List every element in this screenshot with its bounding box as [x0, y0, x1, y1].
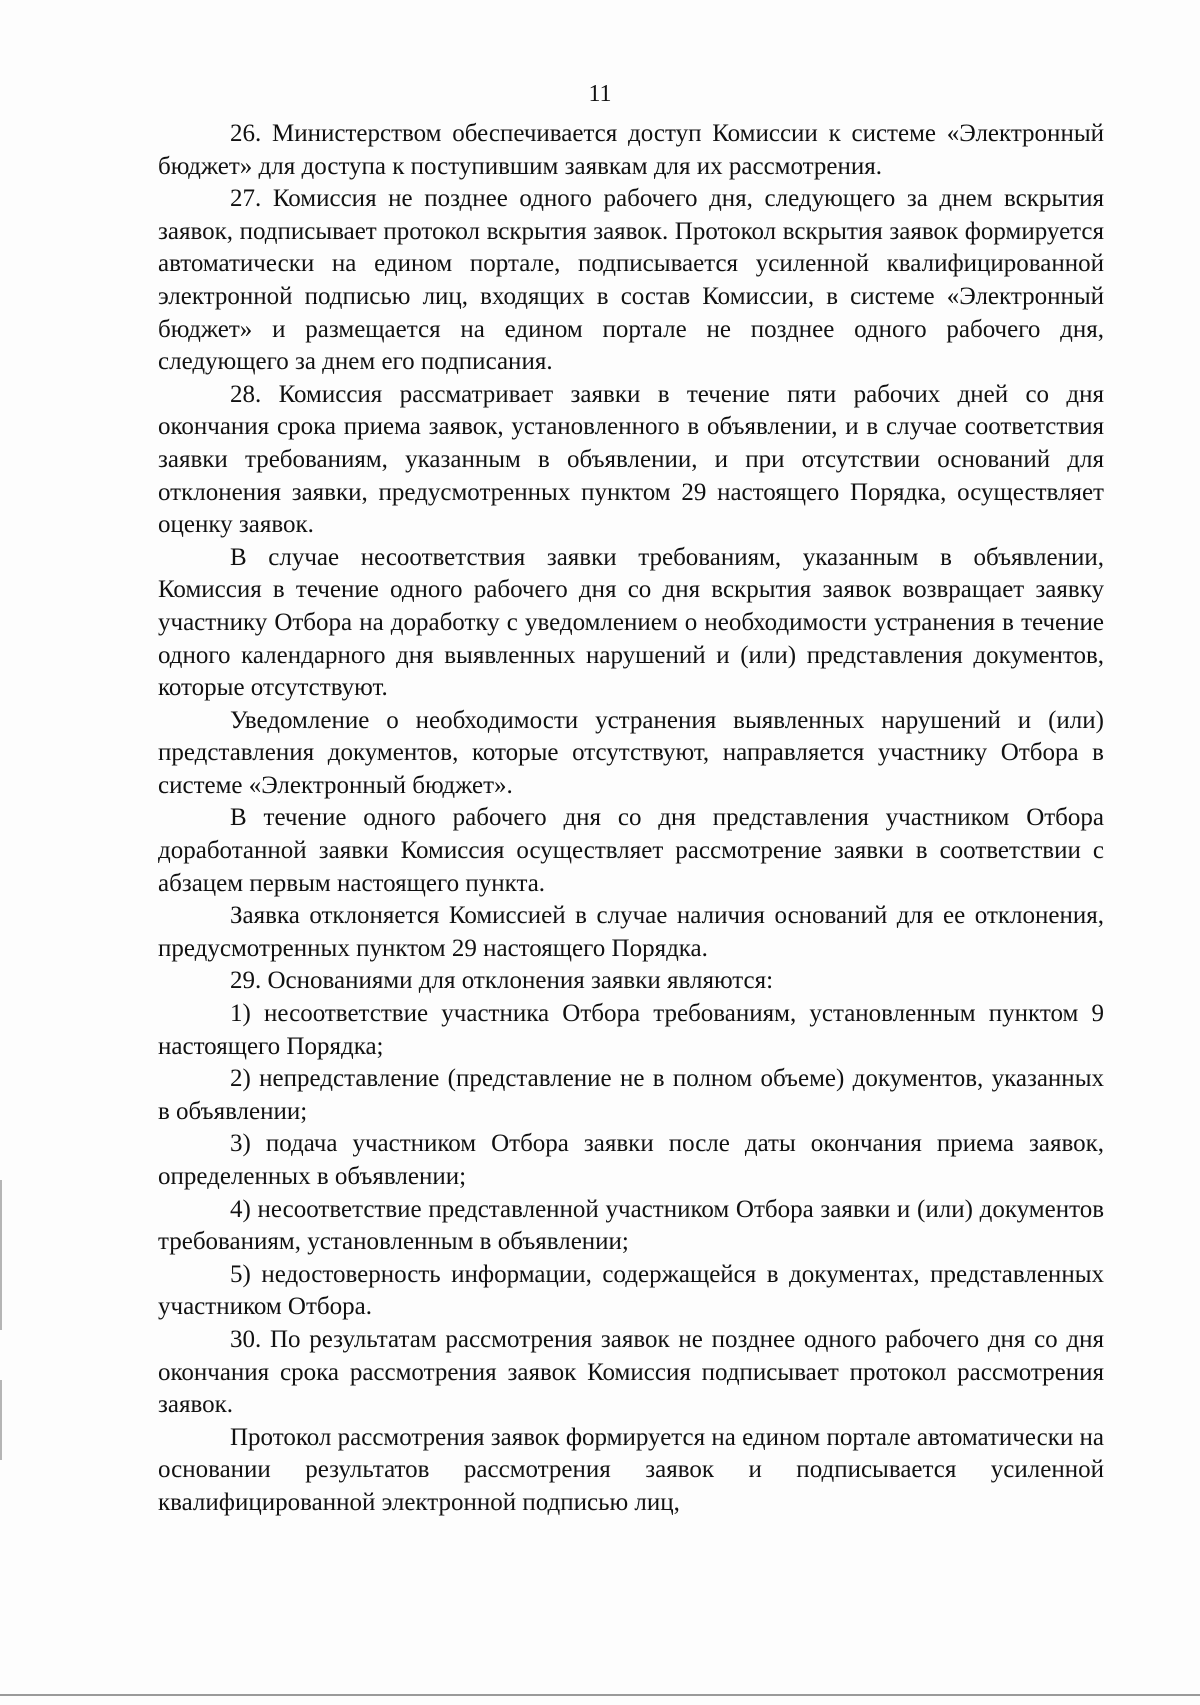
paragraph-28: 28. Комиссия рассматривает заявки в течение пяти рабочих дней со дня окончания срока приема заявок, установленного в объявлении, и в случае соответствия заявки требованиям, указанным в объявлении, и при отсутствии оснований для отклонения заявки, предусмотренных пунктом 29 настоящего Порядка, осуществляет оценку заявок.	[158, 380, 1104, 539]
paragraph-30: 30. По результатам рассмотрения заявок не позднее одного рабочего дня со дня окончания срока рассмотрения заявок Комиссия подписывает протокол рассмотрения заявок.	[158, 1325, 1104, 1419]
paragraph-29: 29. Основаниями для отклонения заявки являются:	[230, 967, 774, 995]
paragraph-27: 27. Комиссия не позднее одного рабочего дня, следующего за днем вскрытия заявок, подписывает протокол вскрытия заявок. Протокол вскрытия заявок формируется автоматически на едином портале, подписывается усиленной квалифицированной электронной подписью лиц, входящих в состав Комиссии, в системе «Электронный бюджет» и размещается на едином портале не позднее одного рабочего дня, следующего за днем его подписания.	[158, 185, 1104, 376]
paragraph-28-resubmission: В течение одного рабочего дня со дня представления участником Отбора доработанной заявки Комиссия осуществляет рассмотрение заявки в соответствии с абзацем первым настоящего пункта.	[158, 804, 1104, 897]
document-body	[158, 118, 1104, 1520]
paragraph-28-rejection: Заявка отклоняется Комиссией в случае наличия оснований для ее отклонения, предусмотренных пунктом 29 настоящего Порядка.	[158, 902, 1104, 962]
scan-edge-mark	[0, 1380, 2, 1460]
page-number: 11	[588, 81, 612, 107]
paragraph-28-noncompliance: В случае несоответствия заявки требованиям, указанным в объявлении, Комиссия в течение одного рабочего дня со дня вскрытия заявок возвращает заявку участнику Отбора на доработку с уведомлением о необходимости устранения в течение одного календарного дня выявленных нарушений и (или) представления документов, которые отсутствуют.	[158, 543, 1104, 702]
list-item-29-1: 1) несоответствие участника Отбора требованиям, установленным пунктом 9 настоящего Порядка;	[158, 1000, 1104, 1060]
list-item-29-2: 2) непредставление (представление не в полном объеме) документов, указанных в объявлении;	[158, 1065, 1104, 1125]
list-item-29-3: 3) подача участником Отбора заявки после даты окончания приема заявок, определенных в объявлении;	[158, 1130, 1104, 1190]
list-item-29-5: 5) недостоверность информации, содержащейся в документах, представленных участником Отбора.	[158, 1260, 1104, 1321]
paragraph-28-notification: Уведомление о необходимости устранения выявленных нарушений и (или) представления документов, которые отсутствуют, направляется участнику Отбора в системе «Электронный бюджет».	[158, 706, 1104, 799]
paragraph-26: 26. Министерством обеспечивается доступ Комиссии к системе «Электронный бюджет» для доступа к поступившим заявкам для их рассмотрения.	[158, 120, 1104, 180]
scan-edge-mark	[0, 1180, 2, 1330]
scan-bottom-edge	[0, 1694, 1200, 1696]
paragraph-30-protocol: Протокол рассмотрения заявок формируется на едином портале автоматически на основании результатов рассмотрения заявок и подписывается усиленной квалифицированной электронной подписью лиц,	[158, 1423, 1104, 1516]
list-item-29-4: 4) несоответствие представленной участником Отбора заявки и (или) документов требованиям, установленным в объявлении;	[158, 1195, 1104, 1256]
